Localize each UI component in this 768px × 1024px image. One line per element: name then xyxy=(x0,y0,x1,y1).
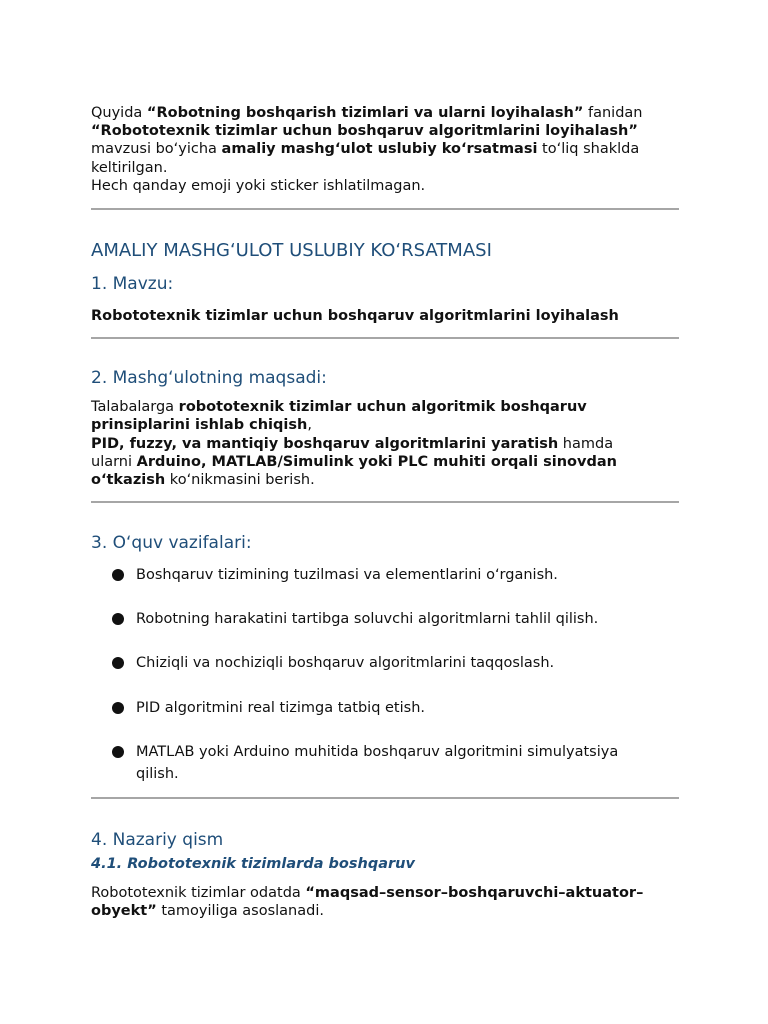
goal-line-5 xyxy=(91,471,679,489)
task-text: PID algoritmini real tizimga tatbiq etish. xyxy=(136,700,425,717)
section-4-paragraph xyxy=(91,884,679,920)
divider xyxy=(91,337,679,339)
goal-text: ko‘nikmasini berish. xyxy=(165,472,315,489)
section-2-heading: 2. Mashg‘ulotning maqsadi: xyxy=(91,368,327,389)
intro-text: to‘liq shaklda xyxy=(537,141,640,158)
divider xyxy=(91,501,679,503)
goal-line-3 xyxy=(91,435,679,453)
task-list xyxy=(91,564,679,785)
intro-line-2 xyxy=(91,122,679,140)
document-page xyxy=(91,104,679,921)
intro-line-4: keltirilgan. xyxy=(91,159,168,176)
bullet-icon xyxy=(112,657,124,669)
theory-line-2 xyxy=(91,902,679,920)
intro-line-1 xyxy=(91,104,679,122)
goal-text: Talabalarga xyxy=(91,399,179,416)
goal-line-1 xyxy=(91,398,679,416)
section-4-subheading: 4.1. Robototexnik tizimlarda boshqaruv xyxy=(91,856,415,873)
goal-text: hamda xyxy=(558,435,614,452)
task-text: Chiziqli va nochiziqli boshqaruv algoritmlarini taqqoslash. xyxy=(136,655,555,672)
section-2-paragraph xyxy=(91,398,679,489)
list-item xyxy=(91,697,679,719)
section-3-heading: 3. O‘quv vazifalari: xyxy=(91,533,252,554)
goal-text: , xyxy=(307,417,312,434)
intro-text: Quyida xyxy=(91,105,147,121)
bullet-icon xyxy=(112,613,124,625)
topic-name: “Robototexnik tizimlar uchun boshqaruv algoritmlarini loyihalash” xyxy=(91,123,638,140)
theory-line-1 xyxy=(91,884,679,902)
theory-text: tamoyiliga asoslanadi. xyxy=(156,903,324,920)
section-1-text: Robototexnik tizimlar uchun boshqaruv algoritmlarini loyihalash xyxy=(91,308,619,325)
task-text: qilish. xyxy=(136,766,179,783)
section-1-heading: 1. Mavzu: xyxy=(91,274,174,295)
goal-line-2 xyxy=(91,416,679,434)
task-text: Robotning harakatini tartibga soluvchi algoritmlarni tahlil qilish. xyxy=(136,611,599,628)
intro-text: fanidan xyxy=(583,105,643,121)
divider xyxy=(91,208,679,210)
section-4-heading: 4. Nazariy qism xyxy=(91,830,224,851)
bullet-icon xyxy=(112,746,124,758)
bullet-icon xyxy=(112,569,124,581)
document-type: amaliy mashg‘ulot uslubiy ko‘rsatmasi xyxy=(221,141,538,158)
intro-line-3 xyxy=(91,140,679,158)
intro-text: mavzusi bo‘yicha xyxy=(91,141,222,158)
goal-bold: PID, fuzzy, va mantiqiy boshqaruv algoritmlarini yaratish xyxy=(91,435,559,452)
task-text: MATLAB yoki Arduino muhitida boshqaruv algoritmini simulyatsiya xyxy=(136,744,619,761)
goal-line-4 xyxy=(91,453,679,471)
goal-bold: o‘tkazish xyxy=(91,472,166,489)
document-title: AMALIY MASHG‘ULOT USLUBIY KO‘RSATMASI xyxy=(91,240,492,262)
list-item xyxy=(91,741,679,785)
goal-bold: Arduino, MATLAB/Simulink yoki PLC muhiti orqali sinovdan xyxy=(136,453,617,470)
task-text: Boshqaruv tizimining tuzilmasi va elementlarini o‘rganish. xyxy=(136,567,558,584)
list-item xyxy=(91,608,679,630)
intro-paragraph xyxy=(91,104,679,195)
goal-bold: prinsiplarini ishlab chiqish xyxy=(91,417,308,434)
list-item xyxy=(91,652,679,674)
theory-text: Robototexnik tizimlar odatda xyxy=(91,885,306,902)
goal-bold: robototexnik tizimlar uchun algoritmik boshqaruv xyxy=(178,399,587,416)
intro-line-5: Hech qanday emoji yoki sticker ishlatilmagan. xyxy=(91,177,426,194)
goal-text: ularni xyxy=(91,453,137,470)
theory-bold: “maqsad–sensor–boshqaruvchi–aktuator– xyxy=(305,885,644,902)
theory-bold: obyekt” xyxy=(91,903,157,920)
bullet-icon xyxy=(112,702,124,714)
course-name: “Robotning boshqarish tizimlari va ularni loyihalash” xyxy=(146,105,584,121)
list-item xyxy=(91,564,679,586)
divider xyxy=(91,797,679,799)
